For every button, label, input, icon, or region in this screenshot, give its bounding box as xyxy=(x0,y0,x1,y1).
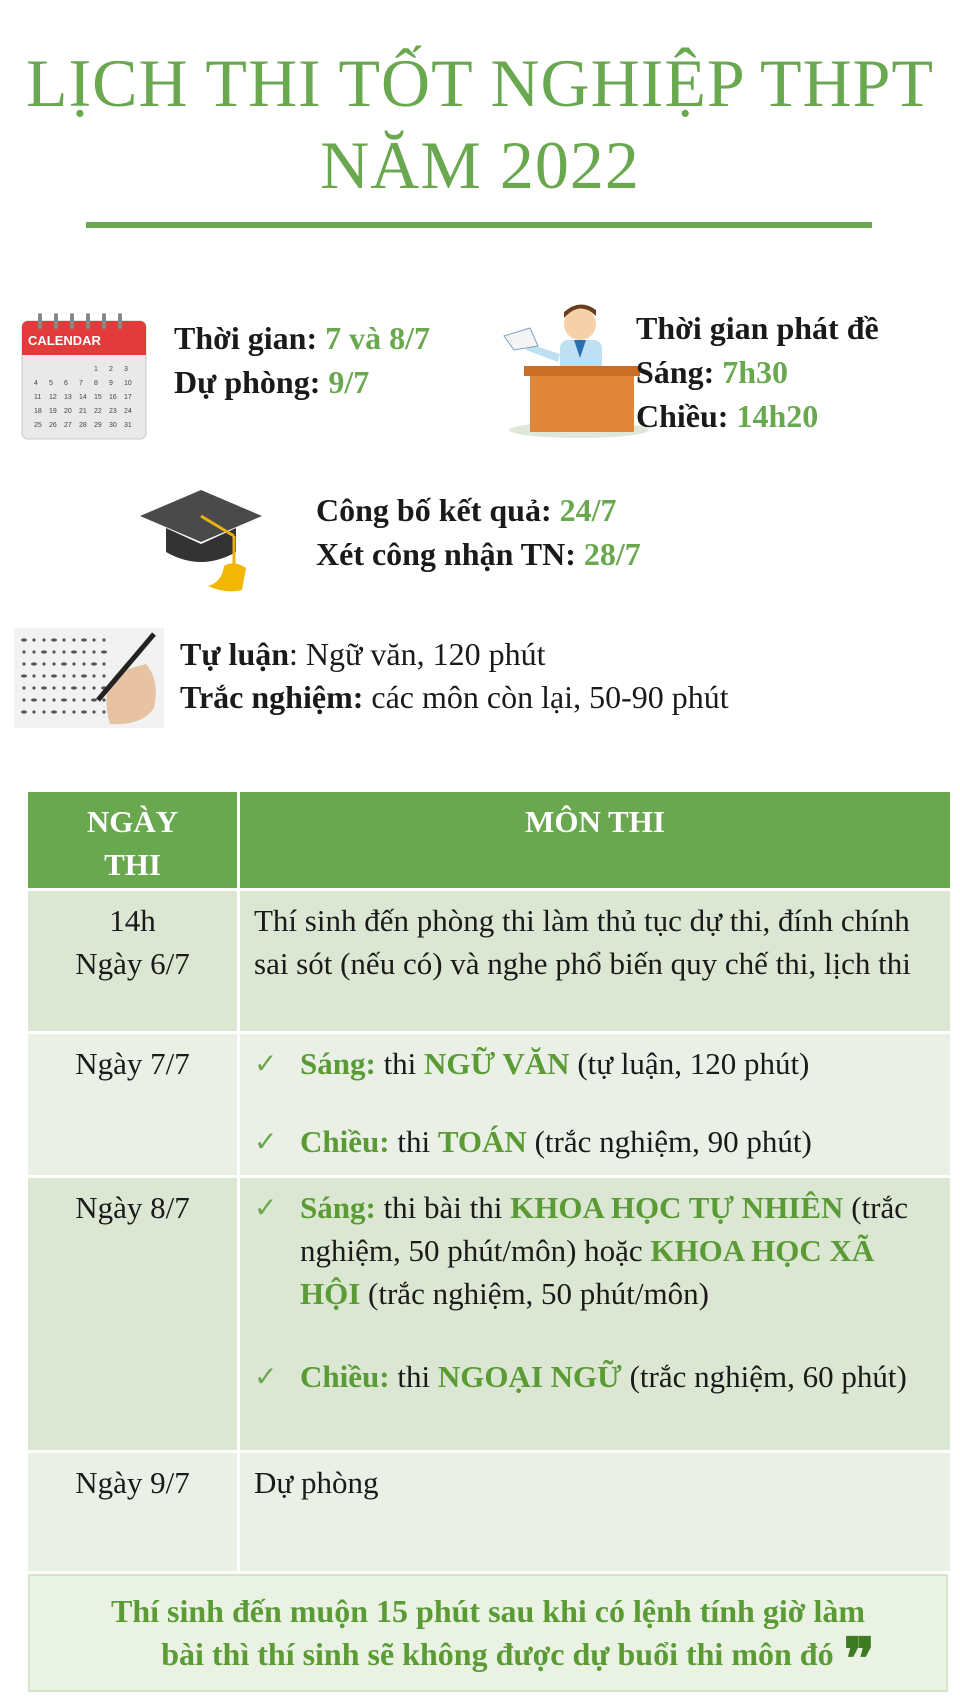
calendar-day: 22 xyxy=(94,408,102,415)
answer-bubble xyxy=(61,698,67,701)
note-line-1: Thí sinh đến muộn 15 phút sau khi có lệnh tính giờ làm xyxy=(111,1593,865,1629)
essay-label: Tự luận xyxy=(180,636,290,672)
answer-bubble xyxy=(22,698,25,701)
answer-bubble xyxy=(72,710,75,713)
calendar-day: 19 xyxy=(49,408,57,415)
answer-bubble xyxy=(72,662,75,665)
exam-time-label: Thời gian: xyxy=(174,320,318,356)
answer-bubble xyxy=(31,662,37,665)
list-item: ✓ Sáng: thi NGỮ VĂN (tự luận, 120 phút) xyxy=(254,1042,936,1085)
calendar-day: 1 xyxy=(94,366,98,373)
calendar-day: 9 xyxy=(109,380,113,387)
check-icon: ✓ xyxy=(254,1360,278,1393)
row-text: Thí sinh đến phòng thi làm thủ tục dự thi, đính chính sai sót (nếu có) và nghe phổ biến quy chế thi, lịch thi xyxy=(254,903,911,981)
answer-bubble xyxy=(72,638,75,641)
list-item: ✓ Chiều: thi TOÁN (trắc nghiệm, 90 phút) xyxy=(254,1120,936,1163)
table-row xyxy=(28,891,950,1034)
row-day: Ngày 8/7 xyxy=(28,1178,240,1450)
answer-bubble xyxy=(61,662,67,665)
calendar-day: 20 xyxy=(64,408,72,415)
exam-date-block xyxy=(174,316,430,404)
answer-bubble xyxy=(102,662,105,665)
answer-bubble xyxy=(71,650,77,653)
answer-bubble xyxy=(102,710,105,713)
answer-bubble xyxy=(92,686,95,689)
answer-bubble xyxy=(32,686,35,689)
calendar-day: 15 xyxy=(94,394,102,401)
answer-bubble xyxy=(31,698,37,701)
answer-bubble xyxy=(52,650,55,653)
calendar-day: 24 xyxy=(124,408,132,415)
calendar-day: 13 xyxy=(64,394,72,401)
answer-bubble xyxy=(82,650,85,653)
morning-value: 7h30 xyxy=(722,354,789,390)
answer-bubble xyxy=(91,662,97,665)
calendar-day: 5 xyxy=(49,380,53,387)
recognize-label: Xét công nhận TN: xyxy=(316,536,576,572)
title-line-1: LỊCH THI TỐT NGHIỆP THPT xyxy=(26,45,934,121)
answer-bubble xyxy=(62,650,65,653)
check-icon: ✓ xyxy=(254,1125,278,1158)
backup-label: Dự phòng: xyxy=(174,364,321,400)
announce-label: Công bố kết quả: xyxy=(316,492,552,528)
afternoon-label: Chiều: xyxy=(636,398,729,434)
table-header xyxy=(28,792,950,891)
answer-bubble xyxy=(102,674,105,677)
row-day: Ngày 7/7 xyxy=(28,1034,240,1175)
answer-bubble xyxy=(41,686,47,689)
answer-bubble xyxy=(102,698,105,701)
answer-bubble xyxy=(52,686,55,689)
graduation-cap-icon xyxy=(138,486,264,596)
answer-bubble xyxy=(62,686,65,689)
answer-bubble xyxy=(22,650,25,653)
table-row xyxy=(28,1178,950,1453)
answer-bubble xyxy=(62,674,65,677)
answer-bubble xyxy=(82,698,85,701)
table-row xyxy=(28,1034,950,1178)
answer-bubble xyxy=(32,638,35,641)
calendar-day: 23 xyxy=(109,408,117,415)
answer-bubble xyxy=(82,686,85,689)
calendar-day: 28 xyxy=(79,422,87,429)
answer-bubble xyxy=(21,710,27,713)
calendar-icon xyxy=(20,313,148,443)
header-day: NGÀY THI xyxy=(28,792,240,888)
answer-bubble xyxy=(81,674,87,677)
calendar-day: 21 xyxy=(79,408,87,415)
schedule-table xyxy=(28,792,950,1574)
calendar-day: 7 xyxy=(79,380,83,387)
answer-sheet-icon xyxy=(14,628,164,728)
answer-bubble xyxy=(81,710,87,713)
calendar-day: 10 xyxy=(124,380,132,387)
answer-bubble xyxy=(51,674,57,677)
answer-bubble xyxy=(92,650,95,653)
calendar-day: 25 xyxy=(34,422,42,429)
recognize-value: 28/7 xyxy=(583,536,641,572)
row-text: Dự phòng xyxy=(254,1465,379,1500)
answer-bubble xyxy=(101,650,107,653)
list-item: ✓ Sáng: thi bài thi KHOA HỌC TỰ NHIÊN (trắc nghiệm, 50 phút/môn) hoặc KHOA HỌC XÃ HỘI (trắc nghiệm, 50 phút/môn) xyxy=(254,1186,936,1315)
distribution-title: Thời gian phát đề xyxy=(636,310,879,346)
quote-icon: ❞ xyxy=(843,1625,875,1693)
title-divider xyxy=(86,222,872,228)
afternoon-value: 14h20 xyxy=(736,398,819,434)
answer-bubble xyxy=(52,698,55,701)
answer-bubble xyxy=(42,710,45,713)
check-icon: ✓ xyxy=(254,1191,278,1224)
calendar-day: 4 xyxy=(34,380,38,387)
answer-bubble xyxy=(22,686,25,689)
calendar-day: 8 xyxy=(94,380,98,387)
answer-bubble xyxy=(51,638,57,641)
calendar-day: 26 xyxy=(49,422,57,429)
answer-bubble xyxy=(91,698,97,701)
answer-bubble xyxy=(41,650,47,653)
results-block xyxy=(316,488,641,576)
answer-bubble xyxy=(51,710,57,713)
answer-bubble xyxy=(72,674,75,677)
answer-bubble xyxy=(22,662,25,665)
answer-bubble xyxy=(81,638,87,641)
answer-bubble xyxy=(21,638,27,641)
answer-bubble xyxy=(71,686,77,689)
calendar-day: 16 xyxy=(109,394,117,401)
announce-value: 24/7 xyxy=(559,492,617,528)
answer-bubble xyxy=(42,698,45,701)
calendar-day: 27 xyxy=(64,422,72,429)
answer-bubble xyxy=(72,698,75,701)
calendar-day: 12 xyxy=(49,394,57,401)
answer-bubble xyxy=(21,674,27,677)
format-block xyxy=(180,633,729,719)
calendar-day: 29 xyxy=(94,422,102,429)
answer-bubble xyxy=(52,662,55,665)
table-row xyxy=(28,1453,950,1574)
answer-bubble xyxy=(82,662,85,665)
calendar-day: 14 xyxy=(79,394,87,401)
essay-value: : Ngữ văn, 120 phút xyxy=(289,636,546,672)
calendar-day: 2 xyxy=(109,366,113,373)
answer-bubble xyxy=(32,650,35,653)
morning-label: Sáng: xyxy=(636,354,715,390)
calendar-day: 3 xyxy=(124,366,128,373)
answer-bubble xyxy=(92,638,95,641)
answer-bubble xyxy=(32,710,35,713)
note-line-2: bài thì thí sinh sẽ không được dự buổi thi môn đó xyxy=(161,1636,834,1672)
answer-bubble xyxy=(62,638,65,641)
check-icon: ✓ xyxy=(254,1047,278,1080)
calendar-day: 6 xyxy=(64,380,68,387)
page-title xyxy=(0,42,960,206)
calendar-day: 17 xyxy=(124,394,132,401)
mc-label: Trắc nghiệm: xyxy=(180,679,364,715)
calendar-day: 31 xyxy=(124,422,132,429)
title-line-2: NĂM 2022 xyxy=(320,127,640,203)
calendar-day: 18 xyxy=(34,408,42,415)
calendar-day: 11 xyxy=(34,394,42,401)
calendar-day: 30 xyxy=(109,422,117,429)
distribution-block xyxy=(636,306,879,438)
answer-bubble xyxy=(62,710,65,713)
row-day: 14h Ngày 6/7 xyxy=(28,891,240,1031)
answer-bubble xyxy=(92,710,95,713)
answer-bubble xyxy=(42,674,45,677)
answer-bubble xyxy=(102,638,105,641)
list-item: ✓ Chiều: thi NGOẠI NGỮ (trắc nghiệm, 60 phút) xyxy=(254,1355,936,1398)
exam-time-value: 7 và 8/7 xyxy=(325,320,430,356)
answer-bubble xyxy=(32,674,35,677)
late-arrival-note xyxy=(28,1574,948,1692)
header-subject: MÔN THI xyxy=(525,804,665,839)
answer-bubble xyxy=(42,638,45,641)
mc-value: các môn còn lại, 50-90 phút xyxy=(363,679,729,715)
calendar-label: CALENDAR xyxy=(28,333,101,348)
backup-value: 9/7 xyxy=(328,364,370,400)
row-day: Ngày 9/7 xyxy=(28,1453,240,1571)
answer-bubble xyxy=(42,662,45,665)
answer-bubble xyxy=(92,674,95,677)
